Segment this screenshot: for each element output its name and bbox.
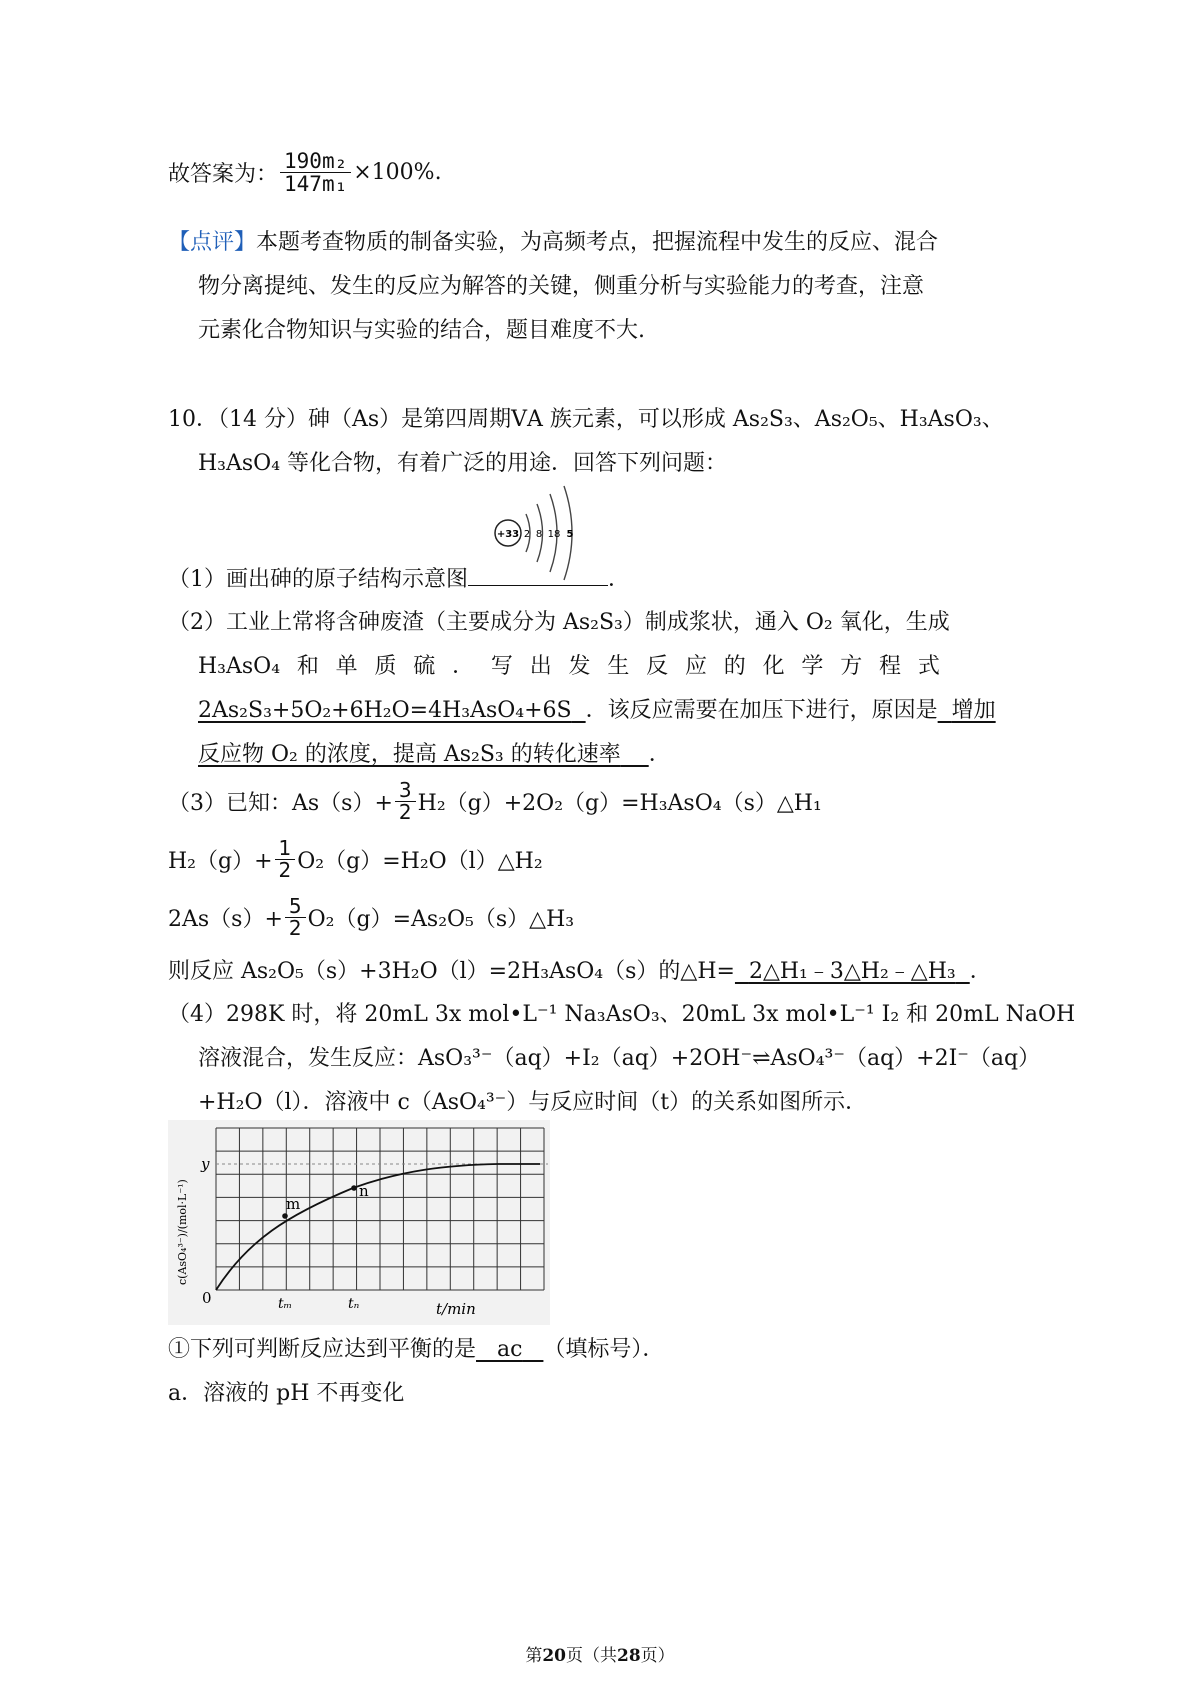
q10-option-a: a．溶液的 pH 不再变化	[168, 1381, 405, 1406]
part2-word: 单	[335, 654, 358, 679]
label-n: n	[359, 1182, 369, 1200]
prev-answer-numerator: 190m₂	[280, 150, 351, 173]
label-m: m	[286, 1195, 301, 1213]
part2-word: 和	[296, 654, 319, 679]
part3-eq-b-post: O₂（g）=H₂O（l）△H₂	[297, 849, 543, 874]
comment-line-2: 物分离提纯、发生的反应为解答的关键，侧重分析与实验能力的考查，注意	[198, 274, 925, 299]
label-y-axis: c(AsO₄³⁻)/(mol·L⁻¹)	[176, 1179, 189, 1285]
comment-text-1: 本题考查物质的制备实验，为高频考点，把握流程中发生的反应、混合	[256, 230, 939, 255]
label-y-level: y	[201, 1155, 210, 1173]
part3-eq-b-fraction	[275, 838, 296, 881]
q10-part2-line4	[198, 740, 671, 770]
part2-word: 生	[607, 654, 630, 679]
part3-eq-c-den: 2	[288, 916, 302, 940]
nucleus-charge: +33	[496, 529, 520, 540]
part3-eq-a-num: 3	[395, 780, 416, 802]
part2-end: ．	[648, 742, 671, 767]
shell-count-4: 5	[566, 529, 574, 540]
part2-reason-answer-a: 增加	[951, 698, 996, 723]
part2-word: 方	[840, 654, 863, 679]
prev-answer	[168, 150, 442, 195]
part2-word: 写	[490, 654, 513, 679]
label-x-axis: t/min	[436, 1300, 476, 1318]
part2-word: 学	[801, 654, 824, 679]
part3-eq-b-pre: H₂（g）+	[168, 849, 273, 874]
q10-part3-eq-c	[168, 896, 574, 939]
part3-answer: 2△H₁﹣3△H₂﹣△H₃	[748, 959, 956, 984]
part3-eq-b-num: 1	[275, 838, 296, 860]
label-origin: 0	[202, 1289, 212, 1307]
part3-eq-a-fraction	[395, 780, 416, 823]
q10-line-1: 10．（14 分）砷（As）是第四周期ⅤA 族元素，可以形成 As₂S₃、As₂O₅、H₃AsO₃、	[168, 407, 1004, 432]
part1-blank	[468, 565, 608, 586]
footer-mid: 页（共	[566, 1646, 617, 1666]
label-tm: tₘ	[278, 1296, 293, 1312]
part2-word: 出	[529, 654, 552, 679]
footer-page-number: 20	[542, 1646, 566, 1666]
label-tn: tₙ	[348, 1296, 360, 1312]
part2-word: ．	[452, 654, 475, 679]
part3-eq-c-post: O₂（g）=As₂O₅（s）△H₃	[307, 907, 575, 932]
part2-word: 质	[374, 654, 397, 679]
part2-reason-answer-b: 反应物 O₂ 的浓度，提高 As₂S₃ 的转化速率	[198, 742, 621, 767]
part3-eq-c-pre: 2As（s）+	[168, 907, 283, 932]
part3-eq-c-num: 5	[285, 896, 306, 918]
part2-word: 式	[917, 654, 940, 679]
q10-part1	[168, 565, 630, 595]
prev-answer-prefix: 故答案为：	[168, 162, 279, 188]
part3-question-text: 则反应 As₂O₅（s）+3H₂O（l）=2H₃AsO₄（s）的△H=	[168, 959, 735, 984]
page-footer	[0, 1641, 1200, 1666]
q10-part2-line2	[198, 652, 940, 682]
prev-answer-fraction	[280, 150, 351, 195]
sub1-answer: ac	[497, 1337, 523, 1362]
q10-part3-eq-a	[168, 780, 822, 823]
shell-count-1: 2	[523, 529, 531, 540]
part2-word: 反	[646, 654, 669, 679]
part2-word: 发	[568, 654, 591, 679]
sub1-post: （填标号）．	[543, 1337, 665, 1362]
point-n	[351, 1185, 357, 1191]
part2-word: H₃AsO₄	[198, 654, 281, 679]
shell-count-3: 18	[547, 529, 561, 540]
part3-eq-a-pre: （3）已知：As（s）+	[168, 791, 393, 816]
q10-part4-line2: 溶液混合，发生反应：AsO₃³⁻（aq）+I₂（aq）+2OH⁻⇌AsO₄³⁻（aq）+2I⁻（aq）	[198, 1046, 1041, 1071]
part3-eq-b-den: 2	[278, 858, 292, 882]
part3-eq-a-den: 2	[398, 800, 412, 824]
footer-total-pages: 28	[617, 1646, 641, 1666]
comment-line-3: 元素化合物知识与实验的结合，题目难度不大.	[198, 318, 645, 343]
part3-eq-a-post: H₂（g）+2O₂（g）=H₃AsO₄（s）△H₁	[417, 791, 822, 816]
part3-eq-c-fraction	[285, 896, 306, 939]
q10-line-2: H₃AsO₄ 等化合物，有着广泛的用途．回答下列问题：	[198, 451, 728, 476]
q10-part3-question	[168, 957, 992, 987]
part2-word: 化	[762, 654, 785, 679]
part2-equation-answer: 2As₂S₃+5O₂+6H₂O=4H₃AsO₄+6S	[198, 698, 572, 723]
part1-text: （1）画出砷的原子结构示意图	[168, 567, 468, 592]
q10-part4-line1: （4）298K 时，将 20mL 3x mol•L⁻¹ Na₃AsO₃、20mL 3x mol•L⁻¹ I₂ 和 20mL NaOH	[168, 1002, 1076, 1027]
q10-part2-line1: （2）工业上常将含砷废渣（主要成分为 As₂S₃）制成浆状，通入 O₂ 氧化，生成	[168, 610, 950, 635]
prev-answer-suffix: ×100%.	[353, 160, 442, 186]
q10-part4-line3: +H₂O（l）．溶液中 c（AsO₄³⁻）与反应时间（t）的关系如图所示．	[198, 1090, 868, 1115]
part2-word: 的	[723, 654, 746, 679]
footer-post: 页）	[640, 1646, 675, 1666]
part3-end: ．	[969, 959, 992, 984]
part2-word: 应	[684, 654, 707, 679]
footer-pre: 第	[525, 1646, 543, 1666]
concentration-time-chart	[168, 1120, 550, 1325]
prev-answer-denominator: 147m₁	[284, 172, 348, 197]
q10-sub1	[168, 1335, 664, 1365]
q10-part2-line3	[198, 696, 996, 726]
comment-line-1	[168, 228, 938, 258]
q10-part3-eq-b	[168, 838, 543, 881]
point-m	[282, 1213, 288, 1219]
part2-mid-text: ．该反应需要在加压下进行，原因是	[585, 698, 938, 723]
shell-count-2: 8	[535, 529, 543, 540]
part2-word: 程	[879, 654, 902, 679]
part1-end: ．	[608, 567, 631, 592]
part2-word: 硫	[413, 654, 436, 679]
sub1-text: ①下列可判断反应达到平衡的是	[168, 1337, 477, 1362]
comment-tag: 【点评】	[168, 230, 257, 255]
